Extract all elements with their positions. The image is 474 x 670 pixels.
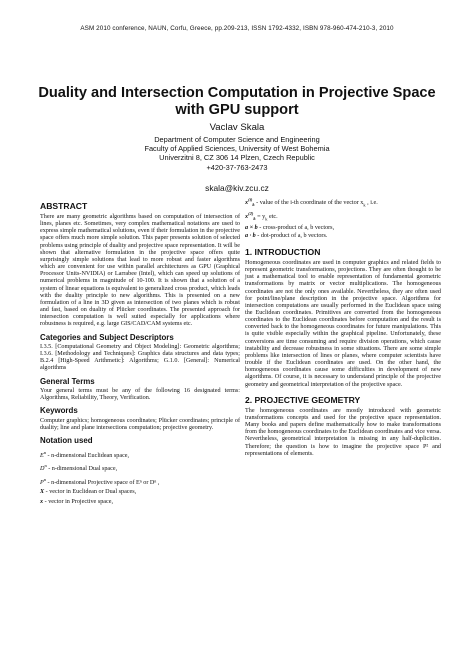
notation-list — [40, 448, 240, 508]
notation-item — [40, 461, 240, 475]
math-symbol: $x^{(i)}_k$ — [245, 197, 255, 208]
left-column — [40, 198, 240, 507]
notation-desc: - n-dimensional Euclidean space, — [46, 452, 130, 459]
notation-desc: - n-dimensional Projective space of Eⁿ or Dⁿ , — [46, 479, 160, 486]
introduction-text: Homogeneous coordinates are used in computer graphics and related fields to represent geometric transformations, projections. They are often thought to be just a mathematical tool to enable representation of fundamental geometric transformations by matrix or vector multiplications. The homogeneous coordinates are not the only ones available. Nevertheless, they are often used for point/line/plane description in the projective space. Algorithms for intersection computations are usually performed in the Euclidean space using the Euclidean coordinates. Primitives are converted from the homogeneous coordinates to the Euclidean coordinates before computation and the result is converted back to the homogeneous coordinates for future manipulations. This is quite visible especially within the graphical pipeline. Unfortunately, these conversions are time consuming and require division operations, which cause instability and decrease robustness in some situations. There are some simple problems like intersection of lines or planes, where computer scientists have trouble if the Euclidean coordinates are used. On the other hand, the homogeneous coordinates cause some difficulties in development of new algorithms. Of course, it is necessary to understand principle of the projective geometry and geometrical interpretation of the projective space. — [245, 259, 441, 388]
paper-title — [20, 85, 454, 119]
notation-symbol: P — [40, 479, 44, 486]
notation-desc: - dot-product of a, b vectors. — [255, 233, 328, 240]
abstract-text: There are many geometric algorithms based on computation of intersection of lines, planes etc. Sometimes, very complex mathematical notations are used to express simple mathematical solutions, even if their formulation in the projective space offers much more simple solution. This paper presents solution of selected problems using principle of duality and projective space representation. It will be shown that alternative formulation in the projective space offers quite surprisingly simple solutions that lead to more robust and faster algorithms which are convenient for use within parallel architectures as GPU (Graphical Processor Units-NVIDIA) or Larrabee (Intel), which can speed up solutions of numerical problems in magnitude of 10-100. It is shown that a solution of a system of linear equations is equivalent to generalized cross product, which leads with the duality principle to new algorithms. This is presented on a new formulation of a line in 3D given as intersection of two planes which is robust and fast, based on duality of Plücker coordinates. The presented approach for intersection computation is well suited especially for applications where robustness is required, e.g. large GIS/CAD/CAM systems etc. — [40, 214, 240, 328]
affiliation-line: Department of Computer Science and Engineering — [154, 135, 320, 144]
author-name: Vaclav Skala — [209, 122, 265, 133]
title-line-1: Duality and Intersection Computation in Projective Space — [38, 85, 436, 101]
projective-geometry-heading: 2. PROJECTIVE GEOMETRY — [245, 394, 361, 405]
notation-desc: , i.e. — [365, 200, 378, 207]
introduction-heading: 1. INTRODUCTION — [245, 246, 321, 257]
notation-symbol: x — [40, 498, 44, 505]
dot-product-def — [245, 232, 441, 241]
notation-heading: Notation used — [40, 436, 93, 446]
notation-sup: n — [43, 449, 47, 455]
affiliation-line: Faculty of Applied Sciences, University of West Bohemia — [144, 144, 330, 154]
categories-text: I.3.5. [Computational Geometry and Object Modeling]: Geometric algorithms; I.3.6. [Methodology and Techniques]: Graphics data structures and data types; B.2.4 [High-Speed Arithmetic]: Algorithms; G.1.0. [General]: Numerical algorithms — [40, 344, 240, 372]
notation-symbol: X — [40, 489, 45, 496]
keywords-heading: Keywords — [40, 406, 78, 416]
notation-item — [40, 448, 240, 462]
projective-geometry-text: The homogeneous coordinates are mostly introduced with geometric transformations concepts and used for the projective space representation. Many books and papers define mathematically how to make transformations from the homogeneous coordinates to the Euclidean coordinates and vice versa. Nevertheless, geometrical interpretation is missing in any half-duplicities. Therefore; the question is how to imagine the projective space P² and representations of elements. — [245, 407, 441, 457]
math-symbol: $x^{(2)}_k$ — [245, 210, 256, 222]
notation-symbol: E — [40, 452, 44, 459]
categories-heading: Categories and Subject Descriptors — [40, 332, 174, 342]
affiliation-line: +420-37-763-2473 — [206, 162, 268, 172]
abstract-heading: ABSTRACT — [40, 201, 88, 211]
notation-item — [40, 475, 240, 489]
notation-desc: - vector in Euclidean or Dual spaces, — [44, 489, 137, 496]
general-terms-text: Your general terms must be any of the following 16 designated terms: Algorithms, Reliability, Theory, Verification. — [40, 388, 240, 402]
cross-product-def — [245, 224, 441, 233]
math-symbol: a × b — [245, 224, 258, 231]
right-column — [245, 196, 441, 458]
notation-desc: - value of the i-th coordinate of the vector x — [254, 200, 364, 207]
author-email[interactable]: skala@kiv.zcu.cz — [205, 183, 269, 193]
affiliation — [0, 135, 474, 172]
title-line-2: with GPU support — [175, 102, 299, 118]
notation-desc: - vector in Projective space, — [43, 498, 113, 505]
keywords-text: Computer graphics; homogeneous coordinates; Plücker coordinates; principle of duality; line and plane intersections computation; projective geometry. — [40, 417, 240, 432]
conference-header: ASM 2010 conference, NAUN, Corfu, Greece, pp.209-213, ISSN 1792-4332, ISBN 978-960-474-210-3, 2010 — [80, 25, 394, 32]
notation-item — [40, 488, 240, 498]
affiliation-line: Univerzitni 8, CZ 306 14 Plzen, Czech Republic — [159, 153, 315, 163]
notation-sup: n — [43, 476, 47, 482]
notation-desc: = y — [255, 213, 266, 220]
notation-sup: n — [44, 463, 47, 469]
notation-item — [40, 498, 240, 508]
notation-desc: etc. — [267, 213, 278, 220]
notation-desc: - cross-product of a, b vectors, — [257, 224, 335, 231]
notation-symbol: D — [40, 466, 45, 473]
notation-coord-def: $x^{(i)}_k$ - value of the i-th coordinate of the vector $x_k$ , i.e. — [245, 197, 378, 208]
general-terms-heading: General Terms — [40, 376, 95, 386]
notation-desc: - n-dimensional Dual space, — [46, 466, 118, 473]
notation-coord-example: $x^{(2)}_k = y_k$ etc. — [245, 210, 278, 222]
math-symbol: a · b — [245, 233, 256, 240]
